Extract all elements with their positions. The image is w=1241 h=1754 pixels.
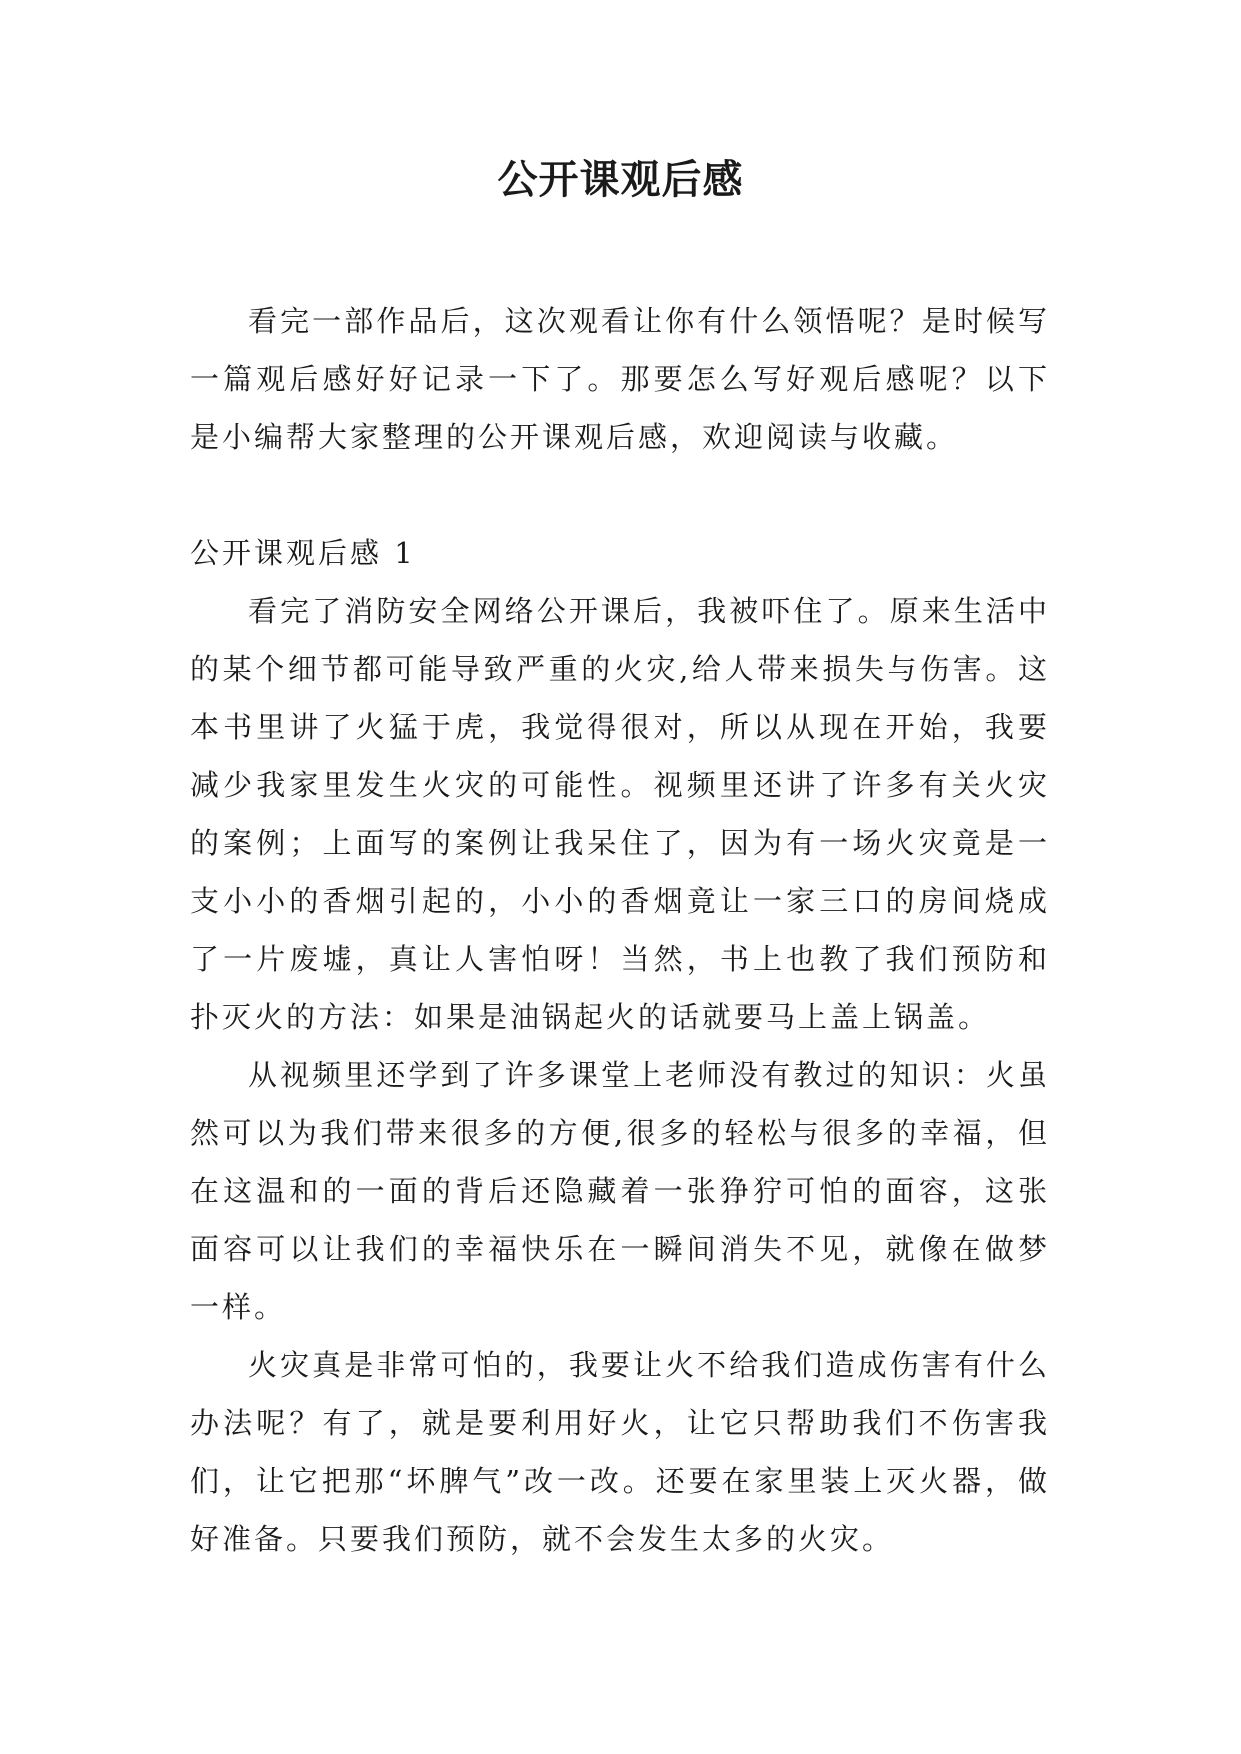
- body-paragraph-1: 看完了消防安全网络公开课后，我被吓住了。原来生活中的某个细节都可能导致严重的火灾,给人带来损失与伤害。这本书里讲了火猛于虎，我觉得很对，所以从现在开始，我要减少我家里发生火灾的可能性。视频里还讲了许多有关火灾的案例；上面写的案例让我呆住了，因为有一场火灾竟是一支小小的香烟引起的，小小的香烟竟让一家三口的房间烧成了一片废墟，真让人害怕呀！当然，书上也教了我们预防和扑灭火的方法：如果是油锅起火的话就要马上盖上锅盖。: [190, 594, 1050, 1034]
- document-body: [190, 292, 1050, 1568]
- body-paragraph-3: 火灾真是非常可怕的，我要让火不给我们造成伤害有什么办法呢？有了，就是要利用好火，让它只帮助我们不伤害我们，让它把那“坏脾气”改一改。还要在家里装上灭火器，做好准备。只要我们预防，就不会发生太多的火灾。: [190, 1348, 1050, 1556]
- document-title: 公开课观后感: [497, 156, 744, 203]
- intro-paragraph: 看完一部作品后，这次观看让你有什么领悟呢？是时候写一篇观后感好好记录一下了。那要怎么写好观后感呢？以下是小编帮大家整理的公开课观后感，欢迎阅读与收藏。: [190, 304, 1050, 454]
- body-paragraph-2: 从视频里还学到了许多课堂上老师没有教过的知识：火虽然可以为我们带来很多的方便,很多的轻松与很多的幸福，但在这温和的一面的背后还隐藏着一张狰狞可怕的面容，这张面容可以让我们的幸福快乐在一瞬间消失不见，就像在做梦一样。: [190, 1058, 1050, 1324]
- section-heading: 公开课观后感 1: [190, 536, 416, 570]
